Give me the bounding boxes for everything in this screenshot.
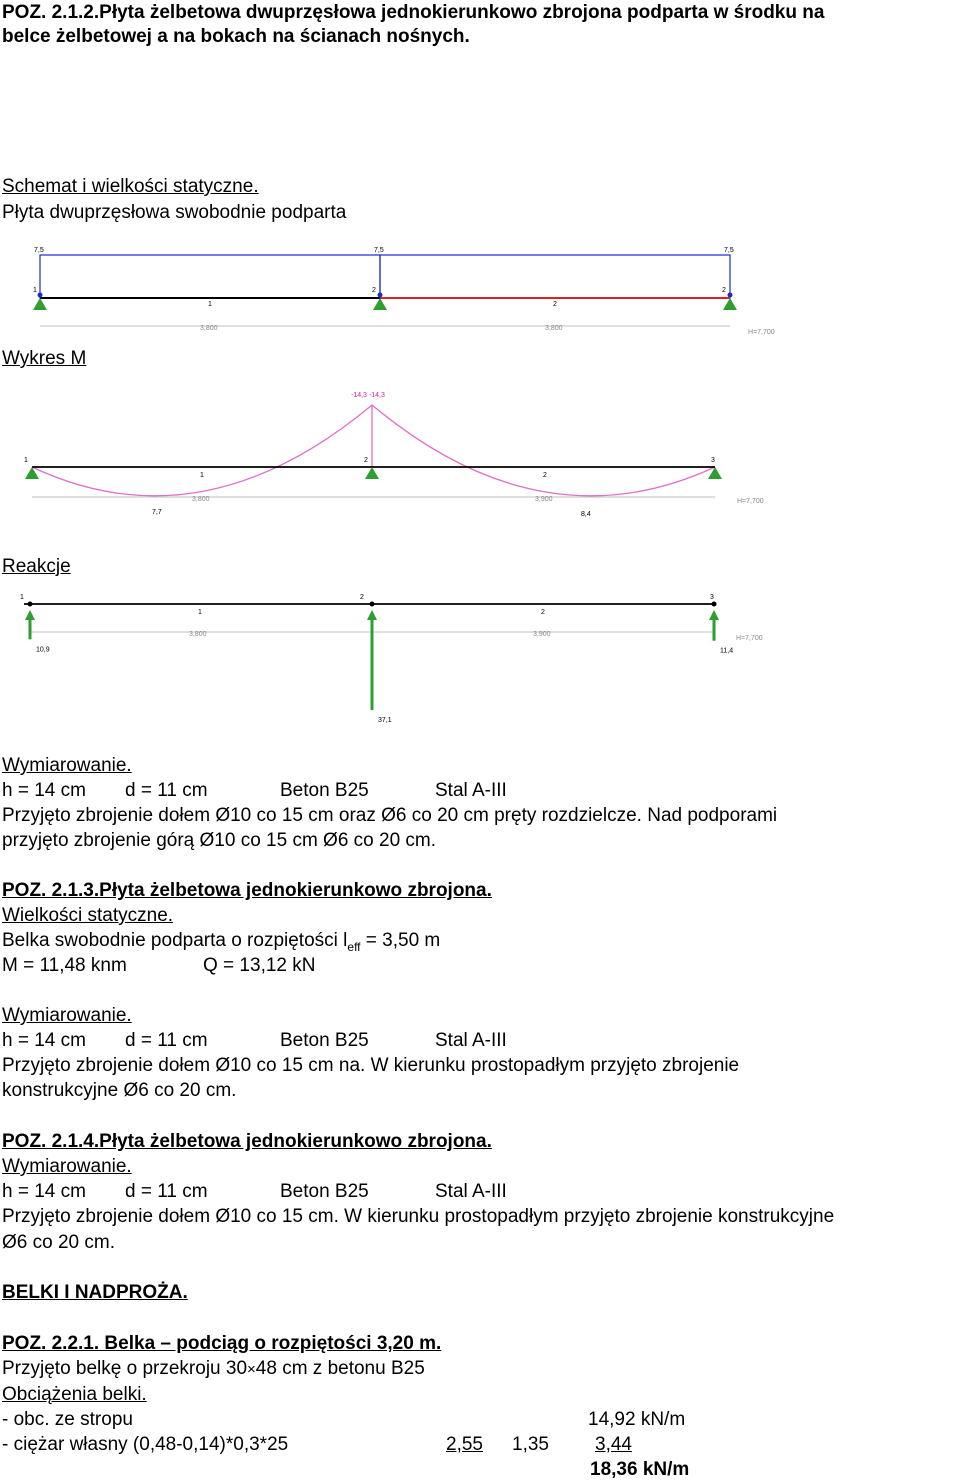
span-moment-2: 8,4: [581, 511, 591, 518]
sec1-beton: Beton B25: [280, 780, 369, 801]
poz214-wym: Wymiarowanie.: [2, 1156, 132, 1177]
span-label-2: 2: [541, 609, 545, 616]
sec1-text-1: Przyjęto zbrojenie dołem Ø10 co 15 cm oraz Ø6 co 20 cm pręty rozdzielcze. Nad podporami: [2, 805, 778, 826]
node-label-3: 3: [711, 457, 715, 464]
span-label-2: 2: [553, 301, 557, 308]
poz213-beton: Beton B25: [280, 1030, 369, 1051]
node-label-2: 2: [372, 287, 376, 294]
reaction-value-1: 10,9: [36, 646, 50, 654]
load-label-3: 7,5: [724, 247, 734, 254]
support-1: [33, 298, 47, 310]
node-label-2: 2: [360, 594, 364, 601]
node-label-3: 2: [722, 287, 726, 294]
sec1-text-2: przyjęto zbrojenie górą Ø10 co 15 cm Ø6 co 20 cm.: [2, 830, 437, 851]
moment-diagram: [0, 385, 800, 525]
moment-curve: [32, 405, 715, 496]
reaction-value-3: 11,4: [720, 647, 734, 655]
poz214-title: POZ. 2.1.4.Płyta żelbetowa jednokierunkowo zbrojona.: [2, 1131, 492, 1152]
load-label-1: 7,5: [34, 247, 44, 254]
heading-line-2: belce żelbetowej a na bokach na ścianach nośnych.: [2, 26, 470, 47]
span-moment-1: 7,7: [152, 509, 162, 516]
span-length-1: 3,800: [192, 496, 210, 503]
span-label-2: 2: [543, 472, 547, 479]
span-length-2: 3,900: [533, 631, 551, 638]
poz213-q: Q = 13,12 kN: [203, 955, 316, 976]
poz214-text-2: Ø6 co 20 cm.: [2, 1232, 115, 1253]
poz213-belka: Belka swobodnie podparta o rozpiętości $l_{eff} = 3,50$ m: [2, 930, 441, 954]
reaction-arrowhead-1: [25, 610, 35, 620]
poz213-title: POZ. 2.1.3.Płyta żelbetowa jednokierunkowo zbrojona.: [2, 880, 492, 901]
poz214-stal: Stal A-III: [435, 1181, 507, 1202]
row2-label: - ciężar własny (0,48-0,14)*0,3*25: [2, 1434, 289, 1455]
row2-char: 2,55: [446, 1434, 483, 1455]
reaction-arrowhead-3: [709, 610, 719, 620]
span-length-2: 3,900: [535, 496, 553, 503]
wykres-m-title: Wykres M: [2, 348, 87, 369]
poz214-beton: Beton B25: [280, 1181, 369, 1202]
row1-value: 14,92 kN/m: [588, 1409, 686, 1430]
sec1-h: h = 14 cm: [2, 780, 86, 801]
poz214-h: h = 14 cm: [2, 1181, 86, 1202]
sec1-stal: Stal A-III: [435, 780, 507, 801]
poz213-text-2: konstrukcyjne Ø6 co 20 cm.: [2, 1080, 237, 1101]
poz213-stal: Stal A-III: [435, 1030, 507, 1051]
total-value: 18,36 kN/m: [590, 1459, 690, 1480]
poz213-sub: Wielkości statyczne.: [2, 905, 174, 926]
load-label-2: 7,5: [374, 247, 384, 254]
poz213-d: d = 11 cm: [125, 1030, 208, 1051]
row1-label: - obc. ze stropu: [2, 1409, 133, 1430]
load-block-2: [380, 255, 730, 298]
poz221-obc-title: Obciążenia belki.: [2, 1384, 147, 1405]
node-label-3: 3: [710, 594, 714, 601]
reaction-value-2: 37,1: [378, 717, 392, 724]
reakcje-title: Reakcje: [2, 556, 71, 577]
row2-factor: 1,35: [512, 1434, 549, 1455]
sec1-d: d = 11 cm: [125, 780, 208, 801]
height-label: H=7,700: [737, 498, 764, 505]
span-length-1: 3,800: [200, 325, 218, 332]
node-label-1: 1: [20, 594, 24, 601]
poz221-title: POZ. 2.2.1. Belka – podciąg o rozpiętości 3,20 m.: [2, 1333, 442, 1354]
support-2: [373, 298, 387, 310]
sec1-title: Wymiarowanie.: [2, 755, 132, 776]
span-label-1: 1: [198, 609, 202, 616]
span-length-1: 3,800: [189, 631, 207, 638]
support-2: [365, 467, 379, 479]
height-label: H=7,700: [748, 329, 775, 336]
static-scheme-diagram: [0, 240, 800, 340]
height-label: H=7,700: [736, 635, 763, 642]
schemat-subtitle: Płyta dwuprzęsłowa swobodnie podparta: [2, 202, 347, 223]
span-label-1: 1: [208, 301, 212, 308]
node-label-1: 1: [33, 287, 37, 294]
node-label-2: 2: [364, 457, 368, 464]
poz213-wym: Wymiarowanie.: [2, 1005, 132, 1026]
support-3: [723, 298, 737, 310]
span-length-2: 3,800: [545, 325, 563, 332]
reactions-diagram: [0, 588, 800, 724]
belki-title: BELKI I NADPROŻA.: [2, 1282, 188, 1303]
poz213-m: M = 11,48 knm: [2, 955, 127, 976]
poz213-h: h = 14 cm: [2, 1030, 86, 1051]
heading-line-1: POZ. 2.1.2.Płyta żelbetowa dwuprzęsłowa jednokierunkowo zbrojona podparta w środku na: [2, 2, 825, 23]
poz221-przekroj: Przyjęto belkę o przekroju 30×48 cm z betonu B25: [2, 1358, 425, 1379]
poz214-text-1: Przyjęto zbrojenie dołem Ø10 co 15 cm. W kierunku prostopadłym przyjęto zbrojenie konstrukcyjne: [2, 1206, 835, 1227]
support-moment-label: -14,3 -14,3: [351, 392, 385, 399]
row2-value: 3,44: [595, 1434, 632, 1455]
poz213-text-1: Przyjęto zbrojenie dołem Ø10 co 15 cm na. W kierunku prostopadłym przyjęto zbrojenie: [2, 1055, 740, 1076]
node-label-1: 1: [24, 457, 28, 464]
poz214-d: d = 11 cm: [125, 1181, 208, 1202]
reaction-arrowhead-2: [367, 610, 377, 620]
schemat-title: Schemat i wielkości statyczne.: [2, 176, 259, 197]
load-block-1: [40, 255, 380, 298]
span-label-1: 1: [200, 472, 204, 479]
